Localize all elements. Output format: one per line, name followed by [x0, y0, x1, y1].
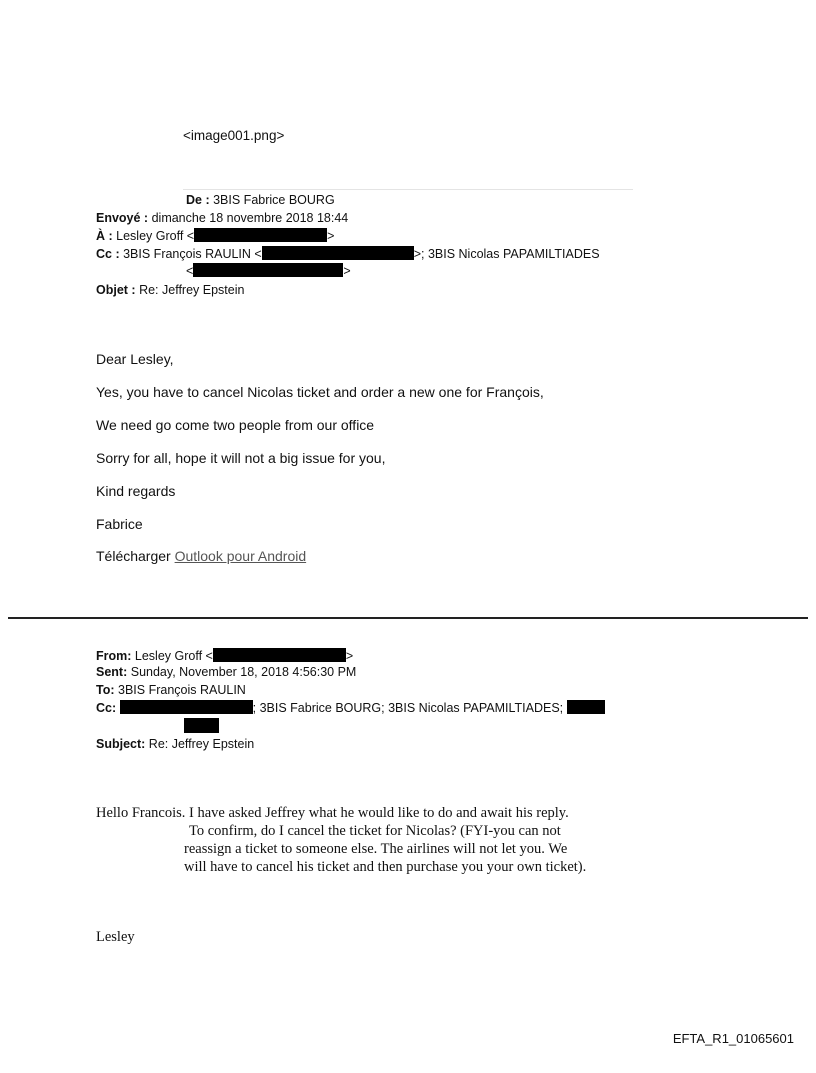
fr-sent-value: dimanche 18 novembre 2018 18:44 [151, 211, 349, 225]
en-to-value: 3BIS François RAULIN [118, 683, 246, 697]
fr-to-row [96, 228, 334, 243]
fr-cc-label: Cc : [96, 247, 120, 261]
en-sent-label: Sent: [96, 665, 128, 679]
outlook-android-link[interactable]: Outlook pour Android [174, 548, 307, 564]
fr-greeting: Dear Lesley, [96, 351, 174, 367]
fr-signature: Fabrice [96, 516, 143, 532]
fr-sent-row [96, 211, 348, 225]
fr-to-value: Lesley Groff < [116, 229, 195, 243]
en-cc-label: Cc: [96, 701, 117, 715]
document-id: EFTA_R1_01065601 [672, 1031, 794, 1046]
en-to-row [96, 683, 246, 697]
redaction-box [120, 700, 253, 714]
en-from-label: From: [96, 649, 132, 663]
en-cc-row [96, 700, 605, 715]
fr-from-label: De : [186, 193, 210, 207]
fr-download-row [96, 548, 306, 564]
en-subject-label: Subject: [96, 737, 146, 751]
en-from-row [96, 648, 353, 663]
redaction-box [184, 718, 219, 733]
fr-cc-line2-open: < [186, 264, 194, 278]
en-signature: Lesley [96, 929, 135, 945]
fr-from-value: 3BIS Fabrice BOURG [213, 193, 335, 207]
en-sent-value: Sunday, November 18, 2018 4:56:30 PM [130, 665, 357, 679]
fr-line-4: Kind regards [96, 483, 176, 499]
fr-cc-row2 [186, 263, 351, 278]
en-cc-value: ; 3BIS Fabrice BOURG; 3BIS Nicolas PAPAMILTIADES; [252, 701, 564, 715]
fr-download-prefix: Télécharger [96, 548, 171, 564]
en-line-2: To confirm, do I cancel the ticket for Nicolas? (FYI-you can not [189, 823, 561, 839]
redaction-box [193, 263, 343, 277]
redaction-box [567, 700, 605, 714]
fr-subject-value: Re: Jeffrey Epstein [139, 283, 245, 297]
fr-to-label: À : [96, 229, 113, 243]
fr-line-3: Sorry for all, hope it will not a big issue for you, [96, 450, 386, 466]
en-from-value: Lesley Groff < [134, 649, 213, 663]
fr-cc-value1: 3BIS François RAULIN < [123, 247, 262, 261]
fr-cc-row [96, 246, 600, 261]
fr-subject-row [96, 283, 244, 297]
en-sent-row [96, 665, 356, 679]
fr-line-1: Yes, you have to cancel Nicolas ticket and order a new one for François, [96, 384, 544, 400]
header-divider [183, 189, 633, 190]
redaction-box [262, 246, 414, 260]
en-line-4: will have to cancel his ticket and then purchase you your own ticket). [184, 859, 587, 875]
fr-subject-label: Objet : [96, 283, 136, 297]
en-line-1: Hello Francois. I have asked Jeffrey what he would like to do and await his reply. [96, 805, 569, 821]
fr-line-2: We need go come two people from our office [96, 417, 375, 433]
en-to-label: To: [96, 683, 115, 697]
en-from-close: > [345, 649, 354, 663]
en-subject-row [96, 737, 254, 751]
fr-from-row [186, 193, 335, 207]
fr-cc-line2-close: > [343, 264, 351, 278]
message-separator [8, 617, 808, 619]
redaction-box [213, 648, 346, 662]
en-subject-value: Re: Jeffrey Epstein [148, 737, 255, 751]
en-line-3: reassign a ticket to someone else. The airlines will not let you. We [184, 841, 568, 857]
redaction-box [194, 228, 327, 242]
fr-cc-value2: >; 3BIS Nicolas PAPAMILTIADES [413, 247, 600, 261]
fr-sent-label: Envoyé : [96, 211, 149, 225]
fr-to-close: > [327, 229, 335, 243]
image-placeholder: <image001.png> [183, 128, 285, 143]
